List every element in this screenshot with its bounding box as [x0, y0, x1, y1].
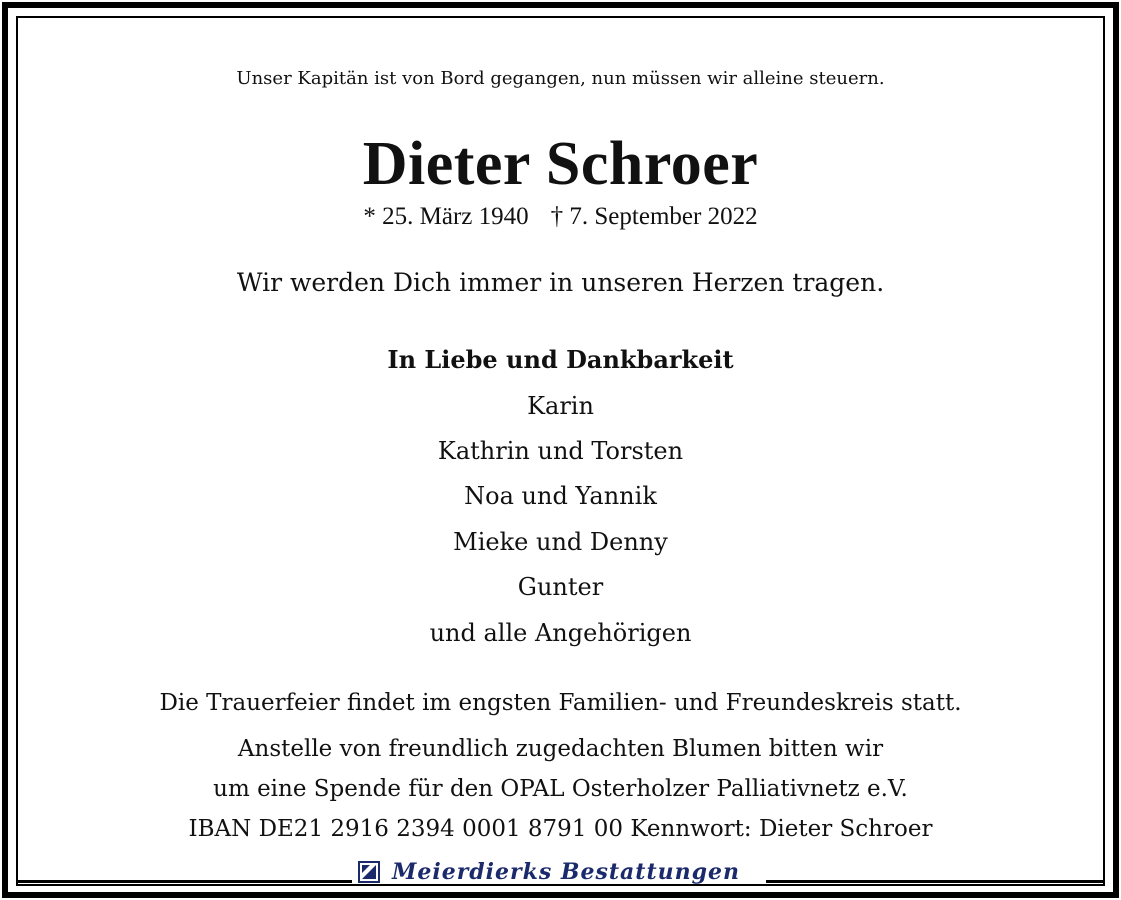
mourner-line: Karin [527, 392, 594, 420]
mourner-line: Kathrin und Torsten [437, 437, 684, 465]
mourner-line: Noa und Yannik [464, 482, 657, 510]
mourner-line: Mieke und Denny [453, 528, 668, 556]
notice-line: Anstelle von freundlich zugedachten Blumen bitten wir [237, 736, 884, 762]
mourner-line: und alle Angehörigen [429, 619, 692, 647]
mourner-line: Gunter [517, 573, 604, 601]
funeral-home-logo-icon [358, 861, 380, 883]
motto: Unser Kapitän ist von Bord gegangen, nun müssen wir alleine steuern. [236, 68, 885, 89]
life-dates [0, 204, 1121, 229]
death-date: † 7. September 2022 [550, 203, 758, 230]
footer-rule-right [766, 880, 1103, 883]
footer-rule-left [18, 880, 352, 883]
signoff: In Liebe und Dankbarkeit [387, 345, 734, 374]
notice-line: um eine Spende für den OPAL Osterholzer Palliativnetz e.V. [213, 776, 908, 802]
footer [0, 858, 1121, 888]
funeral-home-name: Meierdierks Bestattungen [392, 859, 740, 885]
notice-line: IBAN DE21 2916 2394 0001 8791 00 Kennwort: Dieter Schroer [188, 816, 933, 842]
deceased-name: Dieter Schroer [362, 130, 759, 198]
notice-line: Die Trauerfeier findet im engsten Familien- und Freundeskreis statt. [159, 690, 962, 716]
memorial-quote: Wir werden Dich immer in unseren Herzen tragen. [236, 268, 885, 297]
birth-date: * 25. März 1940 [363, 203, 529, 230]
